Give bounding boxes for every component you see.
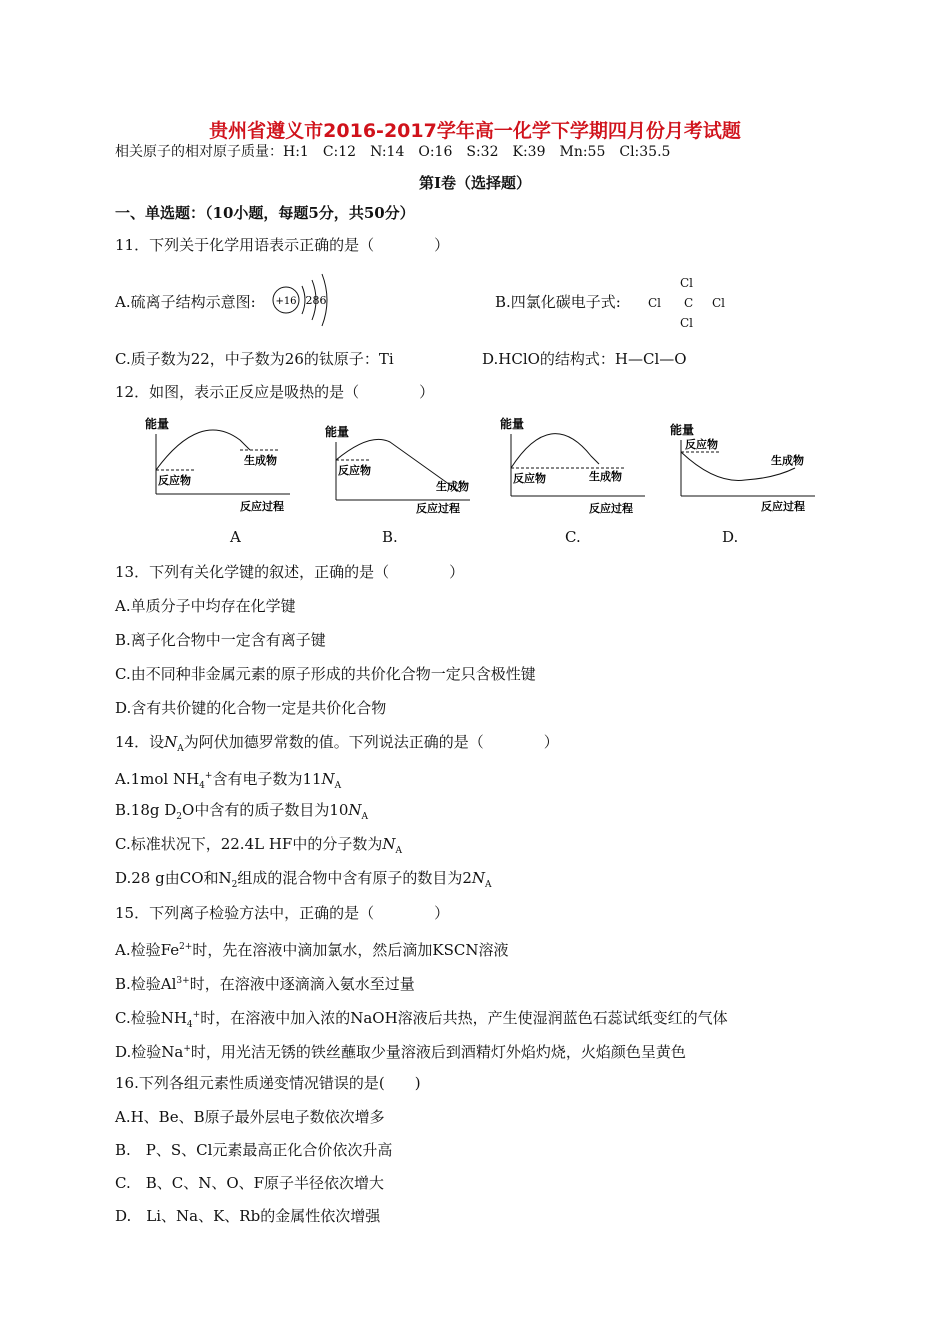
- page-title: 贵州省遵义市2016-2017学年高一化学下学期四月份月考试题: [209, 120, 741, 142]
- diagram-a-product: 生成物: [244, 454, 277, 467]
- q15-option-d: [115, 1039, 686, 1062]
- diagram-d-ylabel: 能量: [670, 423, 695, 437]
- q14-a-pre: A.1mol NH: [115, 770, 200, 788]
- q15-a-sup: 2+: [179, 942, 193, 952]
- q14-c-na: N: [382, 835, 396, 853]
- q14-option-a: [115, 766, 341, 796]
- q14-a-na-sub: A: [334, 781, 342, 791]
- q11-option-c: C.质子数为22，中子数为26的钛原子：Ti: [115, 350, 394, 368]
- q14-a-sup: +: [204, 771, 213, 781]
- q15-c-pre: C.检验NH: [115, 1009, 187, 1027]
- energy-diagram-d: [665, 418, 825, 520]
- q14-option-c: [115, 834, 402, 861]
- q14-stem-post: 为阿伏加德罗常数的值。下列说法正确的是（ ）: [183, 733, 559, 751]
- q16-option-a: A.H、Be、B原子最外层电子数依次增多: [115, 1108, 385, 1126]
- q14-a-post: 含有电子数为11: [212, 770, 322, 788]
- electron-shells: 286: [305, 294, 327, 307]
- diagram-b-product: 生成物: [436, 480, 469, 493]
- q14-c-text: C.标准状况下，22.4L HF中的分子数为: [115, 835, 383, 853]
- ccl4-electron-formula: [648, 276, 728, 332]
- q15-d-post: 时，用光洁无锈的铁丝蘸取少量溶液后到酒精灯外焰灼烧，火焰颜色呈黄色: [190, 1043, 686, 1061]
- part-title: 一、单选题：（10小题，每题5分，共50分）: [115, 204, 415, 222]
- q11-option-b: B.四氯化碳电子式:: [495, 293, 621, 311]
- energy-diagram-c: [495, 412, 655, 520]
- q15-a-pre: A.检验Fe: [115, 941, 180, 959]
- q14-d-pre: D.28 g由CO和N: [115, 869, 232, 887]
- q11-option-a: [115, 292, 256, 312]
- q15-d-sup: +: [183, 1044, 191, 1054]
- q15-b-sup: 3+: [176, 976, 190, 986]
- q14-b-na-sub: A: [361, 812, 369, 822]
- diagram-b-reactant: 反应物: [338, 464, 371, 477]
- diagram-a-reactant: 反应物: [158, 474, 191, 487]
- avogadro-symbol: N: [164, 733, 178, 751]
- q14-stem: [115, 732, 559, 759]
- q16-option-d: D. Li、Na、K、Rb的金属性依次增强: [115, 1207, 381, 1225]
- q15-stem: 15．下列离子检验方法中，正确的是（ ）: [115, 904, 450, 922]
- q11-stem: 11．下列关于化学用语表示正确的是（ ）: [115, 236, 450, 254]
- cl-top: Cl: [680, 276, 694, 290]
- q16-stem: 16.下列各组元素性质递变情况错误的是( ): [115, 1074, 421, 1092]
- diagram-label-a: A: [230, 528, 241, 546]
- q15-b-pre: B.检验Al: [115, 975, 177, 993]
- q15-option-c: [115, 1005, 728, 1035]
- q14-stem-pre: 14．设: [115, 733, 165, 751]
- diagram-a-xlabel: 反应过程: [240, 500, 284, 513]
- q15-c-sub: 4: [186, 1020, 193, 1030]
- q15-a-post: 时，先在溶液中滴加氯水，然后滴加KSCN溶液: [192, 941, 509, 959]
- q11-option-d: D.HClO的结构式：H—Cl—O: [482, 350, 687, 368]
- q14-c-na-sub: A: [395, 846, 402, 856]
- q14-d-post: 组成的混合物中含有原子的数目为2: [237, 869, 472, 887]
- q14-d-na: N: [471, 869, 486, 887]
- q15-option-a: [115, 937, 508, 960]
- q15-c-sup: +: [192, 1010, 201, 1020]
- q13-option-c: C.由不同种非金属元素的原子形成的共价化合物一定只含极性键: [115, 665, 536, 683]
- q16-option-b: B. P、S、Cl元素最高正化合价依次升高: [115, 1141, 393, 1159]
- diagram-c-product: 生成物: [589, 470, 622, 483]
- q14-b-post: O中含有的质子数目为10: [182, 801, 349, 819]
- q16-option-c: C. B、C、N、O、F原子半径依次增大: [115, 1174, 385, 1192]
- diagram-label-c: C.: [565, 528, 581, 546]
- q15-b-post: 时，在溶液中逐滴滴入氨水至过量: [189, 975, 415, 993]
- q13-option-b: B.离子化合物中一定含有离子键: [115, 631, 326, 649]
- q14-a-na: N: [321, 770, 335, 788]
- avogadro-subscript: A: [177, 744, 184, 754]
- cl-left: Cl: [648, 296, 662, 310]
- nucleus-charge: +16: [275, 296, 297, 307]
- sulfur-ion-diagram: [268, 268, 338, 332]
- carbon-center: C: [684, 296, 694, 310]
- q13-option-a: A.单质分子中均存在化学键: [115, 597, 296, 615]
- diagram-d-xlabel: 反应过程: [761, 500, 805, 513]
- q14-a-sub: 4: [199, 781, 205, 791]
- q15-option-b: [115, 971, 415, 994]
- diagram-b-ylabel: 能量: [325, 425, 350, 439]
- diagram-c-reactant: 反应物: [513, 472, 546, 485]
- energy-diagram-b: [320, 420, 480, 520]
- section-heading: 第Ⅰ卷（选择题）: [418, 174, 532, 192]
- q14-b-na: N: [348, 801, 362, 819]
- q14-option-d: [115, 868, 492, 895]
- q12-stem: 12．如图，表示正反应是吸热的是（ ）: [115, 383, 435, 401]
- diagram-b-xlabel: 反应过程: [416, 502, 460, 515]
- diagram-a-ylabel: 能量: [145, 417, 170, 431]
- cl-right: Cl: [712, 296, 726, 310]
- q14-d-na-sub: A: [485, 880, 492, 890]
- atomic-masses: 相关原子的相对原子质量：H:1 C:12 N:14 O:16 S:32 K:39 Mn:55 Cl:35.5: [115, 144, 671, 160]
- q15-c-post: 时，在溶液中加入浓的NaOH溶液后共热，产生使湿润蓝色石蕊试纸变红的气体: [200, 1009, 728, 1027]
- diagram-c-xlabel: 反应过程: [589, 502, 633, 515]
- diagram-d-reactant: 反应物: [685, 438, 718, 451]
- energy-diagram-a: [140, 410, 300, 520]
- q14-b-pre: B.18g D: [115, 801, 177, 819]
- q13-stem: 13．下列有关化学键的叙述，正确的是（ ）: [115, 563, 465, 581]
- q15-d-pre: D.检验Na: [115, 1043, 184, 1061]
- diagram-c-ylabel: 能量: [500, 417, 525, 431]
- q14-option-b: [115, 800, 368, 827]
- q11-option-a-text: A.硫离子结构示意图:: [115, 293, 256, 311]
- q14-b-sub: 2: [176, 812, 183, 822]
- cl-bottom: Cl: [680, 316, 694, 330]
- diagram-label-d: D.: [722, 528, 739, 546]
- q13-option-d: D.含有共价键的化合物一定是共价化合物: [115, 699, 387, 717]
- diagram-d-product: 生成物: [771, 454, 804, 467]
- diagram-label-b: B.: [382, 528, 398, 546]
- q14-d-sub: 2: [231, 880, 238, 890]
